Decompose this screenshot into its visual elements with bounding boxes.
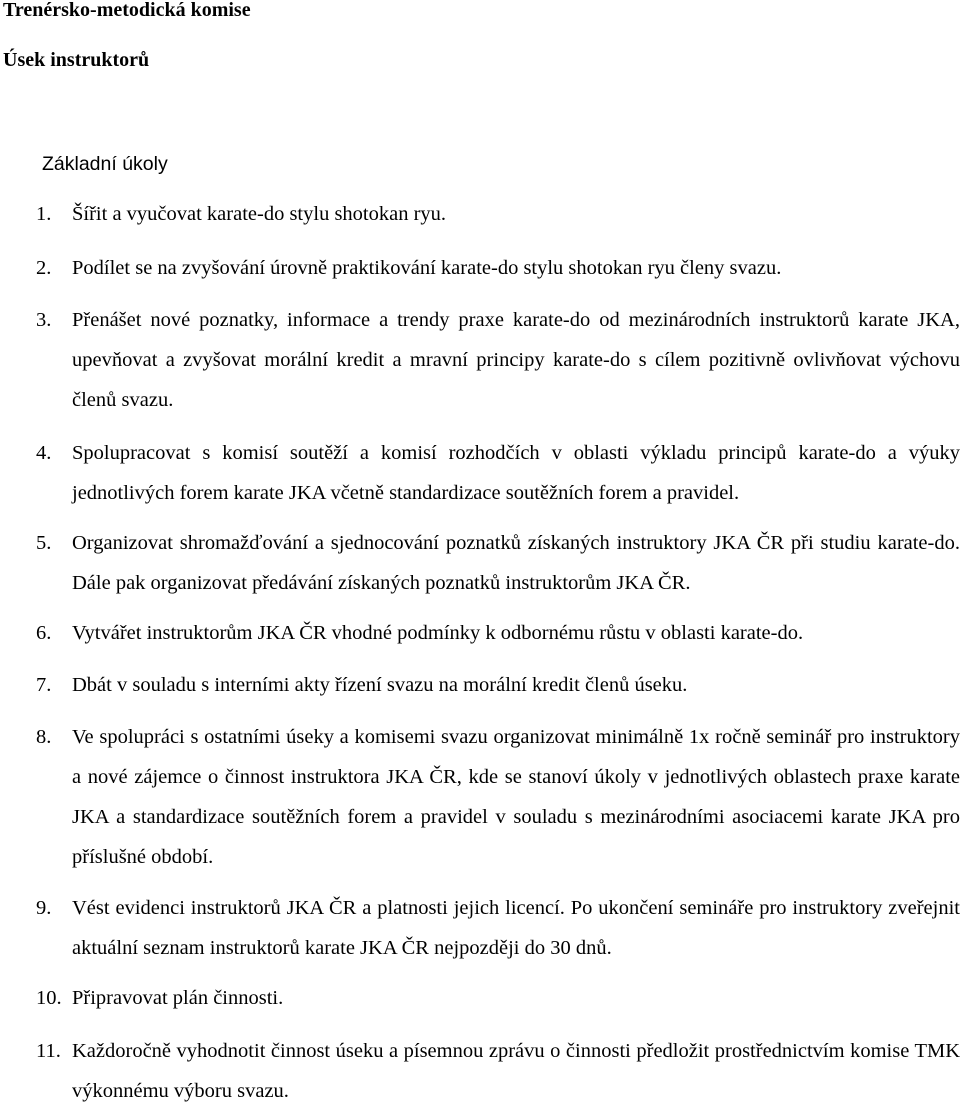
list-item-text: Organizovat shromažďování a sjednocování poznatků získaných instruktory JKA ČR při studiu karate-do. Dále pak organizovat předávání získaných poznatků instruktorům JKA ČR. bbox=[72, 532, 960, 594]
subheading-basic-tasks: Základní úkoly bbox=[42, 153, 168, 175]
list-item-text: Vytvářet instruktorům JKA ČR vhodné podmínky k odbornému růstu v oblasti karate-do. bbox=[72, 622, 804, 644]
list-item-text: Spolupracovat s komisí soutěží a komisí rozhodčích v oblasti výkladu principů karate-do a výuky jednotlivých forem karate JKA včetně standardizace soutěžních forem a pravidel. bbox=[72, 442, 960, 504]
list-item-text: Podílet se na zvyšování úrovně praktikování karate-do stylu shotokan ryu členy svazu. bbox=[72, 257, 782, 279]
commission-title: Trenérsko-metodická komise bbox=[3, 0, 251, 21]
list-item-text: Šířit a vyučovat karate-do stylu shotokan ryu. bbox=[72, 203, 447, 225]
list-item-text: Ve spolupráci s ostatními úseky a komisemi svazu organizovat minimálně 1x ročně seminář pro instruktory a nové zájemce o činnost instruktora JKA ČR, kde se stanoví úkoly v jednotlivých oblastech praxe karate JKA a standardizace soutěžních forem a pravidel v souladu s mezinárodními asociacemi karate JKA pro příslušné období. bbox=[72, 726, 960, 868]
list-item-number: 10. bbox=[36, 987, 62, 1009]
section-title: Úsek instruktorů bbox=[3, 49, 150, 71]
list-item-number: 9. bbox=[36, 897, 52, 919]
list-item-number: 11. bbox=[36, 1040, 61, 1062]
list-item-number: 6. bbox=[36, 622, 52, 644]
list-item-number: 5. bbox=[36, 532, 52, 554]
list-item-number: 2. bbox=[36, 257, 52, 279]
list-item-number: 4. bbox=[36, 442, 52, 464]
list-item-number: 3. bbox=[36, 309, 52, 331]
list-item-number: 1. bbox=[36, 203, 52, 225]
list-item-text: Přenášet nové poznatky, informace a trendy praxe karate-do od mezinárodních instruktorů karate JKA, upevňovat a zvyšovat morální kredit a mravní principy karate-do s cílem pozitivně ovlivňovat výchovu členů svazu. bbox=[72, 309, 960, 411]
list-item-number: 7. bbox=[36, 674, 52, 696]
list-item-text: Vést evidenci instruktorů JKA ČR a platnosti jejich licencí. Po ukončení semináře pro instruktory zveřejnit aktuální seznam instruktorů karate JKA ČR nejpozději do 30 dnů. bbox=[72, 897, 960, 959]
list-item-text: Dbát v souladu s interními akty řízení svazu na morální kredit členů úseku. bbox=[72, 674, 688, 696]
list-item-number: 8. bbox=[36, 726, 52, 748]
list-item-text: Každoročně vyhodnotit činnost úseku a písemnou zprávu o činnosti předložit prostřednictvím komise TMK výkonnému výboru svazu. bbox=[72, 1040, 960, 1102]
list-item-text: Připravovat plán činnosti. bbox=[72, 987, 284, 1009]
